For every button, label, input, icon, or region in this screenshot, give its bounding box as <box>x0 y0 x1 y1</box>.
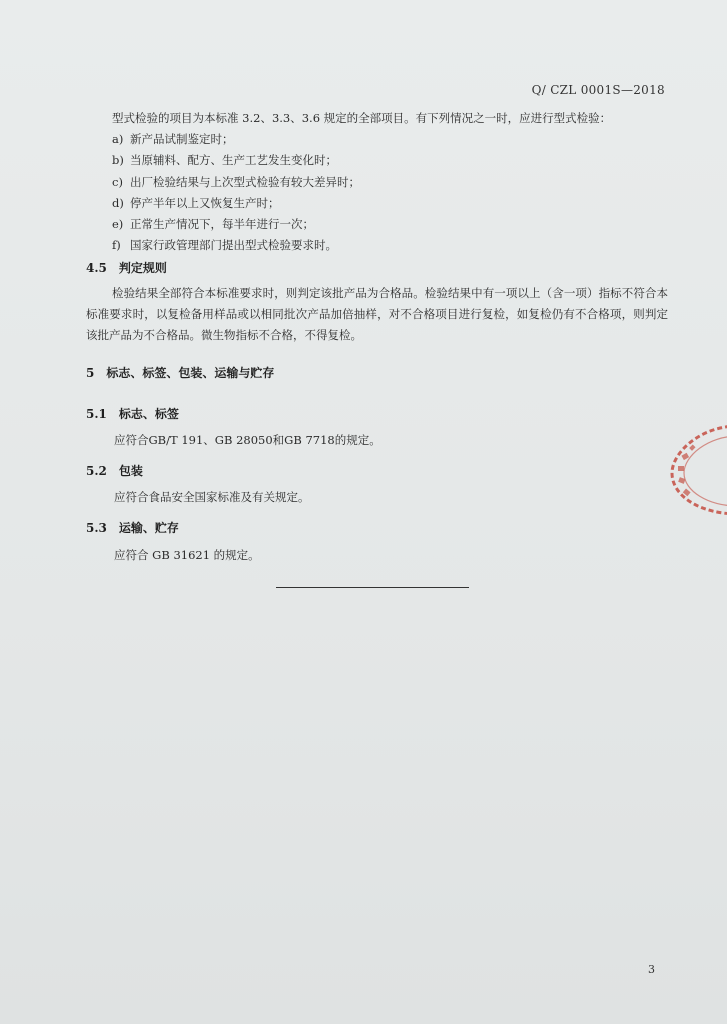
type-inspection-conditions-list <box>112 129 360 257</box>
section-title: 判定规则 <box>118 261 167 275</box>
page-number: 3 <box>648 963 655 976</box>
section-heading-4-5 <box>86 259 167 276</box>
standard-code: Q/ CZL 0001S—2018 <box>531 83 665 97</box>
section-number: 5.1 <box>86 407 107 421</box>
list-item <box>112 214 360 235</box>
judgment-rules-text: 检验结果全部符合本标准要求时，则判定该批产品为合格品。检验结果中有一项以上（含一项）指标不符合本标准要求时，以复检备用样品或以相同批次产品加倍抽样，对不合格项目进行复检，如复检仍有不合格项，则判定该批产品为不合格品。微生物指标不合格，不得复检。 <box>86 286 668 342</box>
list-item <box>112 172 360 193</box>
section-number: 5 <box>86 366 95 380</box>
marking-label-text: 应符合GB/T 191、GB 28050和GB 7718的规定。 <box>114 433 381 447</box>
list-item-text: 正常生产情况下，每半年进行一次； <box>130 217 314 232</box>
section-title: 包装 <box>118 464 143 478</box>
list-item <box>112 193 360 214</box>
list-item <box>112 129 360 150</box>
list-item-text: 国家行政管理部门提出型式检验要求时。 <box>130 238 337 253</box>
section-heading-5-1 <box>86 405 179 422</box>
section-title: 标志、标签、包装、运输与贮存 <box>106 366 275 380</box>
list-item-label: b) <box>112 153 124 168</box>
list-item-text: 新产品试制鉴定时； <box>130 132 234 146</box>
list-item-label: f) <box>112 238 121 253</box>
end-of-document-rule <box>276 587 469 588</box>
type-inspection-intro: 型式检验的项目为本标准 3.2、3.3、3.6 规定的全部项目。有下列情况之一时，应进行型式检验： <box>112 111 612 125</box>
packaging-text: 应符合食品安全国家标准及有关规定。 <box>114 490 310 504</box>
section-number: 5.3 <box>86 521 107 535</box>
section-heading-5 <box>86 364 274 381</box>
section-title: 标志、标签 <box>118 407 179 421</box>
section-number: 4.5 <box>86 261 107 275</box>
list-item-text: 当原辅料、配方、生产工艺发生变化时； <box>130 153 337 168</box>
list-item <box>112 235 360 256</box>
seal-stamp-icon <box>660 418 727 518</box>
transport-storage-text: 应符合 GB 31621 的规定。 <box>114 548 260 562</box>
section-title: 运输、贮存 <box>118 521 179 535</box>
section-heading-5-2 <box>86 462 143 479</box>
list-item-text: 停产半年以上又恢复生产时； <box>130 195 280 210</box>
list-item-text: 出厂检验结果与上次型式检验有较大差异时； <box>130 174 360 189</box>
list-item-label: a) <box>112 132 124 146</box>
list-item-label: c) <box>112 174 123 189</box>
list-item <box>112 150 360 171</box>
section-heading-5-3 <box>86 519 179 536</box>
section-number: 5.2 <box>86 464 107 478</box>
list-item-label: d) <box>112 195 124 210</box>
list-item-label: e) <box>112 217 124 232</box>
